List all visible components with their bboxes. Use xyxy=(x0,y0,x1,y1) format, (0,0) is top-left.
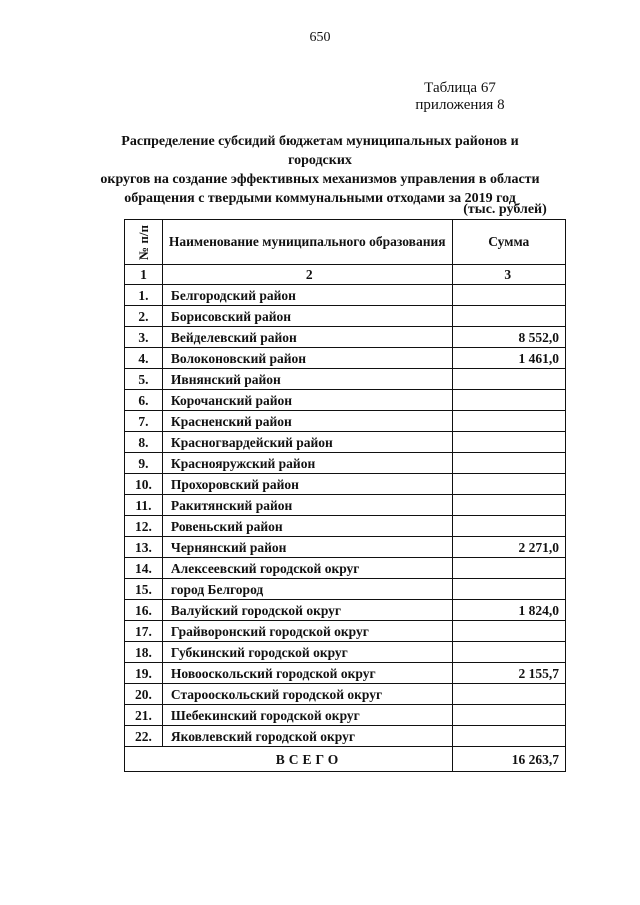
row-sum: 2 271,0 xyxy=(452,537,565,558)
row-name: Старооскольский городской округ xyxy=(162,684,452,705)
row-name: Ивнянский район xyxy=(162,369,452,390)
table-row xyxy=(125,474,566,495)
row-sum xyxy=(452,453,565,474)
row-number: 22. xyxy=(125,726,163,747)
row-sum xyxy=(452,579,565,600)
row-number: 20. xyxy=(125,684,163,705)
row-number: 12. xyxy=(125,516,163,537)
row-name: Борисовский район xyxy=(162,306,452,327)
total-empty-cell xyxy=(125,747,163,772)
row-sum xyxy=(452,705,565,726)
table-ref-line-1: Таблица 67 xyxy=(424,80,496,96)
table-row xyxy=(125,579,566,600)
row-name: Чернянский район xyxy=(162,537,452,558)
table-row xyxy=(125,621,566,642)
table-row xyxy=(125,285,566,306)
table-row xyxy=(125,306,566,327)
table-row xyxy=(125,327,566,348)
header-num-cell xyxy=(125,220,163,265)
row-sum xyxy=(452,432,565,453)
units-label: (тыс. рублей) xyxy=(463,202,547,217)
row-name: Красногвардейский район xyxy=(162,432,452,453)
header-sum: Сумма xyxy=(452,220,565,265)
row-sum: 8 552,0 xyxy=(452,327,565,348)
table-row xyxy=(125,369,566,390)
table-row xyxy=(125,432,566,453)
title-line-1: Распределение субсидий бюджетам муниципальных районов и городских xyxy=(121,134,519,168)
table-row xyxy=(125,495,566,516)
table-row xyxy=(125,705,566,726)
table-row xyxy=(125,390,566,411)
table-row xyxy=(125,642,566,663)
row-number: 6. xyxy=(125,390,163,411)
row-name: Валуйский городской округ xyxy=(162,600,452,621)
row-sum xyxy=(452,621,565,642)
row-name: Белгородский район xyxy=(162,285,452,306)
title-line-3: обращения с твердыми коммунальными отходами за 2019 год xyxy=(124,191,516,206)
row-sum xyxy=(452,474,565,495)
row-sum xyxy=(452,369,565,390)
row-sum xyxy=(452,684,565,705)
row-sum: 1 824,0 xyxy=(452,600,565,621)
row-name: Шебекинский городской округ xyxy=(162,705,452,726)
title-line-2: округов на создание эффективных механизмов управления в области xyxy=(100,172,540,187)
row-sum xyxy=(452,411,565,432)
row-name: Красненский район xyxy=(162,411,452,432)
page-number: 650 xyxy=(309,30,331,45)
row-name: Волоконовский район xyxy=(162,348,452,369)
row-name: Ракитянский район xyxy=(162,495,452,516)
row-name: Губкинский городской округ xyxy=(162,642,452,663)
table-row xyxy=(125,411,566,432)
row-sum xyxy=(452,558,565,579)
row-number: 14. xyxy=(125,558,163,579)
row-sum xyxy=(452,495,565,516)
subsidy-table xyxy=(124,219,566,772)
row-number: 15. xyxy=(125,579,163,600)
row-name: Корочанский район xyxy=(162,390,452,411)
row-name: город Белгород xyxy=(162,579,452,600)
table-row xyxy=(125,453,566,474)
row-name: Алексеевский городской округ xyxy=(162,558,452,579)
header-row xyxy=(125,220,566,265)
row-number: 3. xyxy=(125,327,163,348)
row-name: Краснояружский район xyxy=(162,453,452,474)
row-sum xyxy=(452,516,565,537)
table-row xyxy=(125,348,566,369)
table-row xyxy=(125,516,566,537)
row-name: Вейделевский район xyxy=(162,327,452,348)
row-name: Грайворонский городской округ xyxy=(162,621,452,642)
row-number: 7. xyxy=(125,411,163,432)
row-number: 18. xyxy=(125,642,163,663)
row-sum xyxy=(452,306,565,327)
total-row xyxy=(125,747,566,772)
row-number: 1. xyxy=(125,285,163,306)
row-number: 11. xyxy=(125,495,163,516)
table-row xyxy=(125,558,566,579)
row-name: Яковлевский городской округ xyxy=(162,726,452,747)
table-reference xyxy=(380,80,540,114)
table-ref-line-2: приложения 8 xyxy=(415,97,505,113)
row-sum xyxy=(452,642,565,663)
table-row xyxy=(125,663,566,684)
col-number-1: 1 xyxy=(125,265,163,285)
row-number: 19. xyxy=(125,663,163,684)
total-label: ВСЕГО xyxy=(162,747,452,772)
row-sum xyxy=(452,390,565,411)
row-sum xyxy=(452,285,565,306)
col-number-2: 2 xyxy=(162,265,452,285)
header-num: № п/п xyxy=(135,224,151,260)
row-number: 17. xyxy=(125,621,163,642)
row-name: Ровеньский район xyxy=(162,516,452,537)
row-sum: 2 155,7 xyxy=(452,663,565,684)
row-number: 9. xyxy=(125,453,163,474)
row-number: 2. xyxy=(125,306,163,327)
table-row xyxy=(125,684,566,705)
header-name: Наименование муниципального образования xyxy=(162,220,452,265)
column-number-row xyxy=(125,265,566,285)
col-number-3: 3 xyxy=(452,265,565,285)
row-number: 8. xyxy=(125,432,163,453)
row-sum: 1 461,0 xyxy=(452,348,565,369)
row-name: Прохоровский район xyxy=(162,474,452,495)
row-number: 10. xyxy=(125,474,163,495)
row-number: 4. xyxy=(125,348,163,369)
row-number: 21. xyxy=(125,705,163,726)
table-row xyxy=(125,726,566,747)
table-row xyxy=(125,537,566,558)
row-sum xyxy=(452,726,565,747)
row-number: 13. xyxy=(125,537,163,558)
row-name: Новооскольский городской округ xyxy=(162,663,452,684)
document-title xyxy=(90,132,550,208)
total-sum: 16 263,7 xyxy=(452,747,565,772)
row-number: 16. xyxy=(125,600,163,621)
table-row xyxy=(125,600,566,621)
row-number: 5. xyxy=(125,369,163,390)
